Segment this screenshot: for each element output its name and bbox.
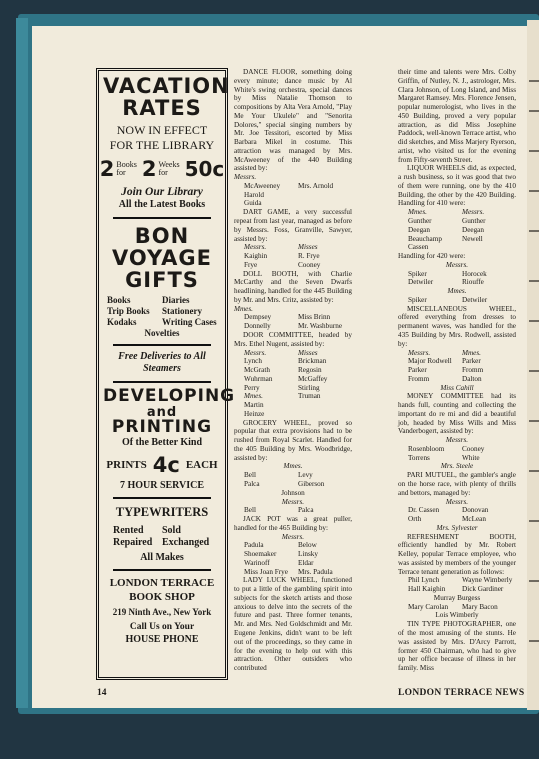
ad-shop-name-line1: LONDON TERRACE [109, 577, 215, 590]
gift-item: Kodaks [107, 316, 137, 327]
name-list: Dr. Cassen Donovan Orth McLean [408, 506, 489, 524]
name-list-heading: Mmes. [447, 287, 467, 296]
prints-price: 4c [152, 452, 180, 477]
ad-gift-list [107, 295, 217, 327]
ad-divider [113, 344, 211, 346]
ad-and: and [146, 404, 178, 420]
article-paragraph: LADY LUCK WHEEL, functioned to put a little of the gambling spirit into subjects for the sketch artists and those anxious to delve into the secrets of the future and past. Three former tenants, Mr. and Mrs. Ned Goldschmidt and Mr. Eugene Jenkins, didn't want to be left out of the proceedings, so they came in for the evening to help out with this attraction. Other outsiders who contributed [234, 576, 352, 673]
name-list: Spiker Horocek Detwiler Riouffe [408, 269, 487, 287]
rate-books-unit: Books for [116, 160, 137, 178]
name-list: Kaighin R. Frye Frye Cooney [244, 252, 321, 269]
ad-bon-voyage-heading: BON VOYAGE [111, 223, 213, 271]
gift-item: Diaries [162, 295, 190, 306]
name-list-heading: Messrs. [281, 532, 305, 541]
ad-typewriter-services [113, 525, 211, 549]
article-paragraph: PARI MUTUEL, the gambler's angle on the horse race, with plenty of thrills and bettors, managed by: [398, 471, 516, 497]
name-list-entry: Murray Burgess [433, 593, 481, 602]
article-paragraph: DANCE FLOOR, something doing every minute; dance music by Al White's swing orchestra, special dances by Miss Natalie Thomson to compositions by Alta Vera Arnold, "Play Me Your Ukulele" and "Senorita Dolores," special singing numbers by Mr. Joe Tessitori, escorted by Miss Barbara Mikel in costume. This attraction was managed by Mrs. McAweeney of the 440 Building assisted by: [234, 68, 352, 173]
article-paragraph: DOOR COMMITTEE, headed by Mrs. Ethel Nugent, assisted by: [234, 330, 352, 348]
article-paragraph: their time and talents were Mrs. Colby Griffin, of Nutley, N. J., astrologer, Mrs. Clara Johnson, of Long Island, and Miss Margaret Ramsey. Mrs. Florence Jensen, popular numerologist, who lives in the 450 Building, proved a very popular attraction, as did Miss Josephine Paddock, well-known Terrace artist, who did sketches, and Miss Marjery Ryerson, artist, who visited us for the evening from Fifty-seventh Street. [398, 68, 516, 164]
name-list-heading: Messrs. Misses [244, 348, 318, 357]
name-list: Bell Palca [244, 506, 314, 515]
name-list: Mary Carolan Mary Bacon [408, 602, 498, 611]
ad-free-deliveries: Free Deliveries to All [118, 350, 206, 362]
gift-item: Trip Books [107, 305, 150, 316]
name-list: Bell Levy Palca Giberson [244, 471, 325, 488]
rate-weeks-unit: Weeks for [158, 160, 180, 178]
article-paragraph: LIQUOR WHEELS did, as expected, a rush business, so it was good that two of them were running, one by the 410 Building, the other by the 420 Building. Handling for 410 were: [398, 164, 516, 208]
article-paragraph: GROCERY WHEEL, proved so popular that extra provisions had to be rushed from Royal Scarlet. Handled for the 405 Building by Mrs. Woodbridge, assisted by: [234, 418, 352, 462]
name-list: Rosenbloom Cooney Torrens White [408, 444, 485, 462]
name-list: Lynch Brickman McGrath Regosin Wuhrman McGaffey Perry Stirling Mmes. Truman Martin Heinze [244, 357, 328, 418]
rate-price: 50c [184, 157, 225, 182]
article-paragraph: TIN TYPE PHOTOGRAPHER, one of the most amusing of the stunts. He was assisted by Mrs. D'Arcy Parrott, former 450 Chairman, who had to give up her office because of illness in her family. Miss [398, 620, 516, 673]
article-line: Handling for 420 were: [398, 252, 466, 261]
ad-vacation-heading: VACATION [103, 74, 230, 98]
article-column-2 [398, 68, 516, 673]
ad-latest-books: All the Latest Books [118, 199, 206, 211]
name-list: Major Rodwell Parker Parker Fromm Fromm Dalton [408, 357, 484, 383]
name-list-heading: Messrs. [234, 173, 257, 182]
name-list-entry: Miss Cahill [440, 383, 474, 392]
name-list: Padula Below Shoemaker Linsky Warinoff Eldar Miss Joan Frye Mrs. Padula [244, 541, 333, 576]
ad-shop-address: 219 Ninth Ave., New York [112, 606, 212, 617]
article-paragraph: MISCELLANEOUS WHEEL, offered everything from dresses to permanent waves, was handled for the 435 Building by Mrs. Rodwell, assisted by: [398, 304, 516, 348]
name-list-entry: Mrs. Steele [440, 462, 474, 471]
name-list-heading: Messrs. [281, 497, 305, 506]
article-paragraph: REFRESHMENT BOOTH, efficiently handled by Mr. Robert Kelley, popular Terrace employee, who was assisted by members of the younger Terrace tenant generation as follows: [398, 532, 516, 576]
ad-shop-name-line2: BOOK SHOP [129, 590, 195, 603]
name-list-heading: Messrs. [445, 497, 469, 506]
typewriter-service: Repaired [113, 536, 153, 548]
typewriter-service: Rented [113, 524, 144, 536]
gift-item: Writing Cases [162, 316, 217, 327]
name-list-entry: Johnson [281, 488, 305, 497]
page-number: 14 [97, 688, 107, 698]
ad-rate-line [99, 157, 225, 182]
ad-prints-price-line [103, 453, 221, 477]
gift-item: Stationery [162, 305, 202, 316]
publication-title: LONDON TERRACE NEWS [398, 688, 525, 698]
ad-all-makes: All Makes [140, 551, 184, 563]
article-paragraph: DART GAME, a very successful repeat from last year, managed as before by Messrs. Foss, Granville, Sawyer, assisted by: [234, 208, 352, 243]
ad-hour-service: 7 HOUR SERVICE [119, 479, 205, 491]
name-list-heading: Messrs. [445, 436, 469, 445]
name-list-heading: Mmes. [283, 462, 303, 471]
name-list-heading: Messrs. Mmes. [408, 348, 481, 357]
prints-each: EACH [185, 458, 218, 471]
ad-divider [113, 381, 211, 383]
name-list: Gunther Gunther Deegan Deegan Beauchamp Newell Cassen [408, 217, 486, 252]
name-list-entry: Mrs. Sylvester [436, 523, 478, 532]
ad-divider [113, 497, 211, 499]
ad-novelties: Novelties [144, 327, 180, 338]
adjacent-page-edge [527, 20, 539, 710]
name-list: McAweeney Mrs. Arnold Harold Guida [244, 181, 334, 208]
ad-divider [113, 217, 211, 219]
typewriter-service: Sold [162, 524, 181, 536]
ad-gifts-heading: GIFTS [125, 268, 199, 293]
ad-printing-heading: PRINTING [111, 417, 213, 438]
typewriter-service: Exchanged [162, 536, 210, 548]
rate-weeks-number: 2 [141, 157, 157, 182]
binder-spine [16, 18, 28, 708]
ad-developing-heading: DEVELOPING [103, 385, 236, 406]
gift-item: Books [107, 295, 131, 306]
ad-better-kind: Of the Better Kind [121, 437, 203, 449]
ad-typewriters-heading: TYPEWRITERS [115, 505, 209, 520]
name-list-heading: Messrs. Misses [244, 243, 318, 252]
ad-rates-heading: RATES [122, 96, 202, 121]
name-list: Phil Lynch Wayne Wimberly Hall Kaighin Dick Gardiner [408, 576, 513, 594]
article-paragraph: JACK POT was a great puller, handled for the 465 Building by: [234, 515, 352, 532]
ad-call-us: Call Us on Your [129, 621, 195, 632]
prints-label: PRINTS [106, 458, 147, 471]
ad-house-phone: HOUSE PHONE [125, 633, 199, 645]
name-list: Spiker Detwiler [408, 295, 488, 304]
ad-join-library: Join Our Library [121, 186, 203, 199]
ad-steamers: Steamers [143, 363, 181, 375]
ad-for-library: FOR THE LIBRARY [109, 138, 215, 153]
article-paragraph: DOLL BOOTH, with Charlie McCarthy and the Seven Dwarfs headlining, handled for the 445 Building by Mr. and Mrs. Critz, assisted by: [234, 269, 352, 304]
name-list-entry: Lois Wimberly [435, 611, 479, 620]
bookshop-advertisement [96, 68, 236, 680]
name-list-heading: Mmes. Messrs. [408, 208, 485, 217]
ad-divider [113, 569, 211, 571]
name-list-heading: Messrs. [445, 260, 469, 269]
name-list-heading: Mmes. [234, 304, 253, 313]
rate-books-number: 2 [99, 157, 115, 182]
article-column-1 [234, 68, 352, 673]
article-paragraph: MONEY COMMITTEE had its hands full, counting and collecting the important do re mi and did a beautiful job, headed by Miss Wills and Miss Vanderbogert, assisted by: [398, 392, 516, 436]
ad-now-in-effect: NOW IN EFFECT [116, 123, 208, 138]
name-list: Dempsey Miss Brinn Donnelly Mr. Washburne [244, 313, 343, 331]
